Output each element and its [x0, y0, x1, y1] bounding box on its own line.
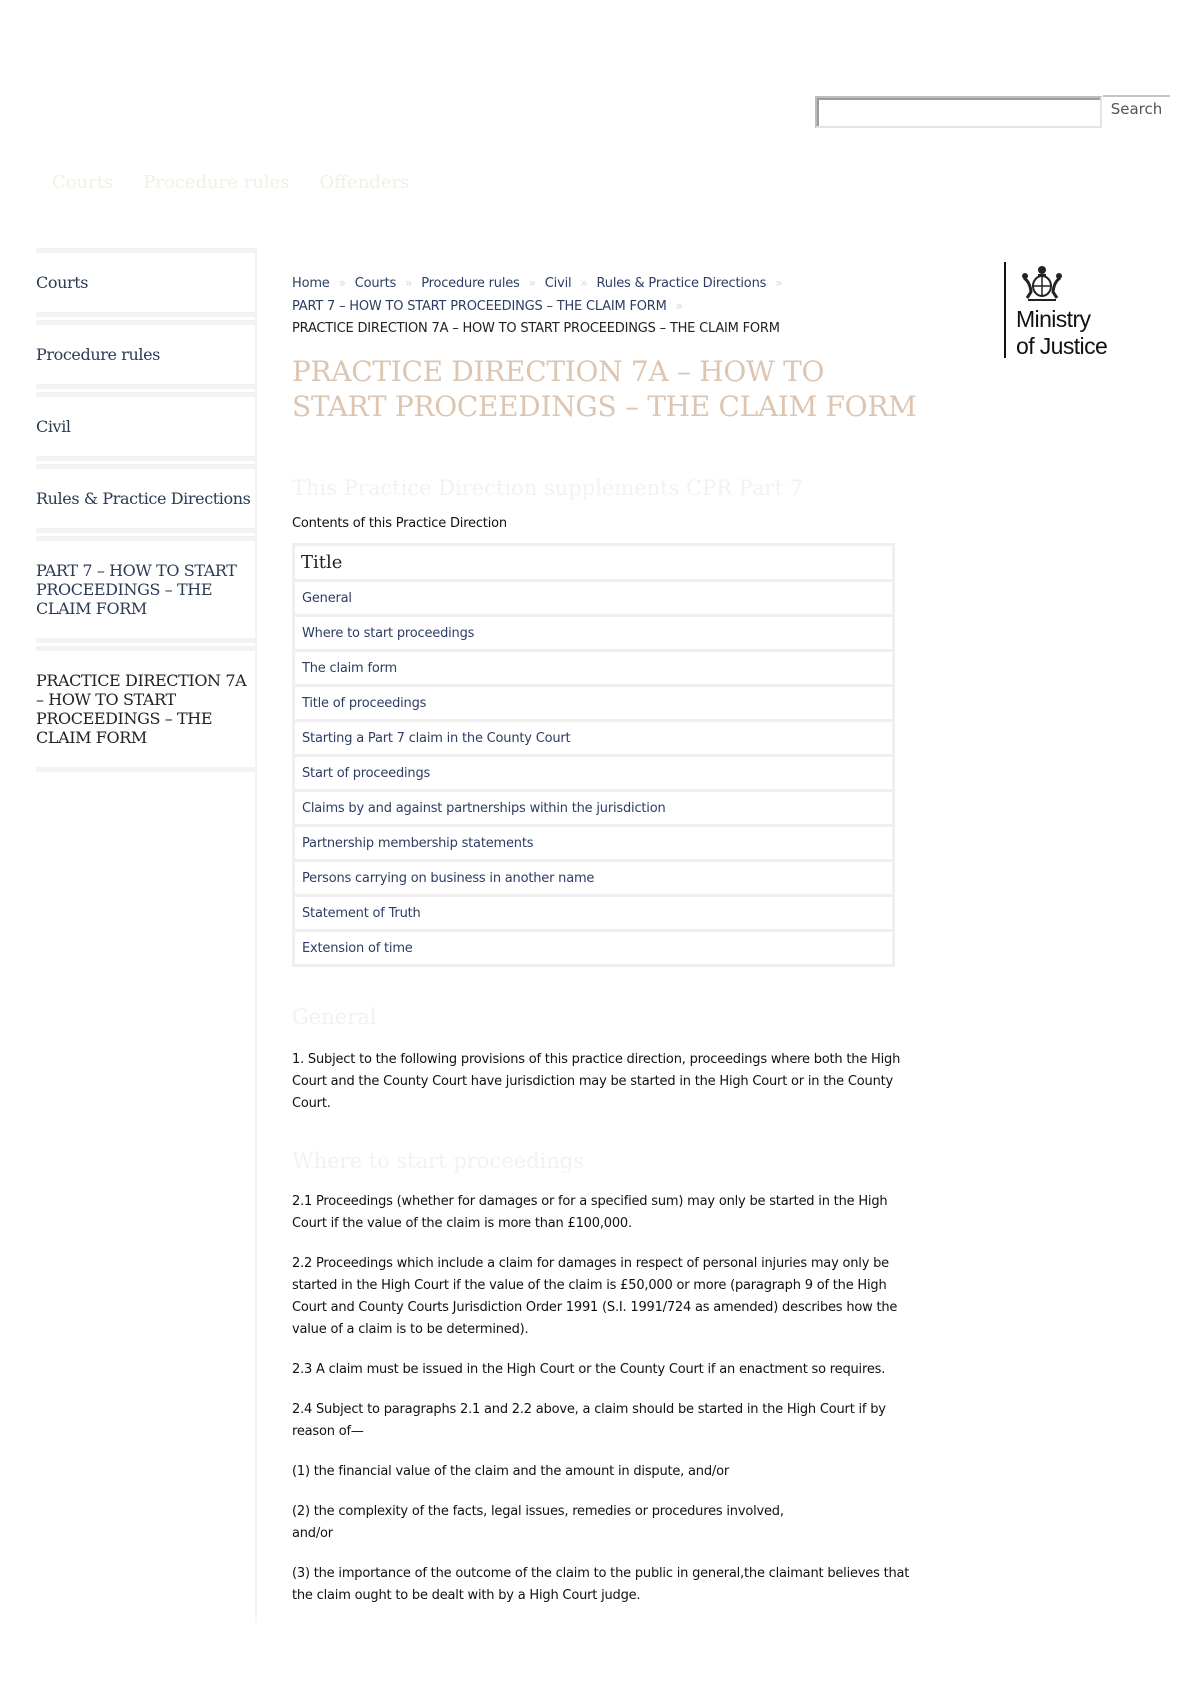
page-title: PRACTICE DIRECTION 7A – HOW TO START PROCEEDINGS – THE CLAIM FORM: [292, 355, 917, 423]
sidebar-item-label: PRACTICE DIRECTION 7A – HOW TO START PROCEEDINGS – THE CLAIM FORM: [36, 671, 247, 747]
table-row: [294, 861, 894, 896]
top-nav-procedure-rules[interactable]: Procedure rules: [143, 172, 290, 193]
paragraph-item-2-line-1: (2) the complexity of the facts, legal issues, remedies or procedures involved,: [292, 1504, 784, 1519]
table-row: [294, 686, 894, 721]
sidebar-item-label: Courts: [36, 273, 89, 292]
sidebar-item-practice-direction-7a[interactable]: [36, 646, 256, 772]
paragraph-2-3: 2.3 A claim must be issued in the High Court or the County Court if an enactment so requires.: [292, 1362, 886, 1377]
breadcrumb-part-7[interactable]: PART 7 – HOW TO START PROCEEDINGS – THE CLAIM FORM: [292, 299, 667, 314]
breadcrumb-civil[interactable]: Civil: [544, 276, 572, 291]
table-row: [294, 651, 894, 686]
breadcrumb: [292, 272, 917, 340]
top-nav-offenders[interactable]: Offenders: [319, 172, 410, 193]
breadcrumb-current: PRACTICE DIRECTION 7A – HOW TO START PROCEEDINGS – THE CLAIM FORM: [292, 321, 780, 336]
main-content: [292, 272, 917, 1607]
breadcrumb-separator: »: [338, 276, 346, 290]
table-row: [294, 931, 894, 966]
sidebar-item-label: Civil: [36, 417, 71, 436]
table-row: [294, 581, 894, 616]
paragraph-2-2: 2.2 Proceedings which include a claim for damages in respect of personal injuries may only be started in the High Court if the value of the claim is £50,000 or more (paragraph 9 of the High Court and County Courts Jurisdiction Order 1991 (S.I. 1991/724 as amended) describes how the value of a claim is to be determined).: [292, 1256, 898, 1337]
section-heading-general: General: [292, 1005, 377, 1029]
sidebar-item-civil[interactable]: [36, 392, 256, 461]
contents-link-statement-of-truth[interactable]: Statement of Truth: [294, 896, 894, 931]
paragraph-item-3: (3) the importance of the outcome of the claim to the public in general,the claimant believes that the claim ought to be dealt with by a High Court judge.: [292, 1566, 910, 1603]
table-row: [294, 896, 894, 931]
supplement-heading: This Practice Direction supplements CPR Part 7: [292, 476, 803, 500]
contents-link-another-name[interactable]: Persons carrying on business in another name: [294, 861, 894, 896]
search-input[interactable]: [815, 96, 1102, 128]
breadcrumb-separator: »: [675, 299, 683, 313]
paragraph-1: 1. Subject to the following provisions of this practice direction, proceedings where both the High Court and the County Court have jurisdiction may be started in the High Court or in the County Court.: [292, 1052, 901, 1111]
ministry-of-justice-logo[interactable]: [1004, 262, 1144, 362]
table-row: [294, 756, 894, 791]
contents-link-where-to-start[interactable]: Where to start proceedings: [294, 616, 894, 651]
contents-label: Contents of this Practice Direction: [292, 516, 507, 531]
logo-text-line-2: of Justice: [1016, 333, 1108, 359]
breadcrumb-separator: »: [775, 276, 783, 290]
table-row: [294, 826, 894, 861]
contents-link-partnerships[interactable]: Claims by and against partnerships within the jurisdiction: [294, 791, 894, 826]
top-nav: [52, 172, 409, 193]
sidebar-item-label: Procedure rules: [36, 345, 160, 364]
contents-link-extension-of-time[interactable]: Extension of time: [302, 940, 413, 956]
paragraph-2-1: 2.1 Proceedings (whether for damages or for a specified sum) may only be started in the High Court if the value of the claim is more than £100,000.: [292, 1194, 888, 1231]
sidebar-item-procedure-rules[interactable]: [36, 320, 256, 389]
top-nav-courts[interactable]: Courts: [52, 172, 114, 193]
logo-divider: [1004, 262, 1006, 358]
contents-link-start-of-proceedings[interactable]: Start of proceedings: [294, 756, 894, 791]
paragraph-2-4: 2.4 Subject to paragraphs 2.1 and 2.2 above, a claim should be started in the High Court if by reason of—: [292, 1402, 886, 1439]
table-row: [294, 616, 894, 651]
breadcrumb-separator: »: [405, 276, 413, 290]
sidebar-item-part-7[interactable]: [36, 536, 256, 643]
logo-text-line-1: Ministry: [1016, 306, 1091, 332]
paragraph-item-2: [292, 1501, 917, 1545]
table-header-row: [294, 545, 894, 581]
sidebar-item-rules-practice-directions[interactable]: [36, 464, 256, 533]
contents-link-title-of-proceedings[interactable]: Title of proceedings: [294, 686, 894, 721]
sidebar: [36, 248, 256, 775]
sidebar-item-label: Rules & Practice Directions: [36, 489, 251, 508]
section-heading-where-to-start: Where to start proceedings: [292, 1149, 584, 1173]
contents-link-partnership-statements[interactable]: Partnership membership statements: [294, 826, 894, 861]
contents-link-general[interactable]: General: [294, 581, 894, 616]
paragraph-item-1: (1) the financial value of the claim and the amount in dispute, and/or: [292, 1464, 729, 1479]
breadcrumb-home[interactable]: Home: [292, 276, 330, 291]
search-area: [815, 95, 1170, 130]
breadcrumb-rules-practice-directions[interactable]: Rules & Practice Directions: [596, 276, 767, 291]
paragraph-item-2-line-2: and/or: [292, 1526, 333, 1541]
search-button[interactable]: Search: [1103, 95, 1170, 123]
table-header-title: Title: [294, 545, 894, 581]
table-row: [294, 791, 894, 826]
sidebar-item-label: PART 7 – HOW TO START PROCEEDINGS – THE CLAIM FORM: [36, 561, 237, 618]
logo-text: [1016, 306, 1107, 360]
royal-crest-icon: [1018, 264, 1066, 304]
breadcrumb-separator: »: [528, 276, 536, 290]
contents-link-part-7-county-court[interactable]: Starting a Part 7 claim in the County Court: [294, 721, 894, 756]
breadcrumb-separator: »: [580, 276, 588, 290]
table-row: [294, 721, 894, 756]
contents-table: [292, 543, 895, 967]
breadcrumb-courts[interactable]: Courts: [354, 276, 397, 291]
sidebar-item-courts[interactable]: [36, 248, 256, 317]
breadcrumb-procedure-rules[interactable]: Procedure rules: [421, 276, 520, 291]
contents-link-claim-form[interactable]: The claim form: [294, 651, 894, 686]
